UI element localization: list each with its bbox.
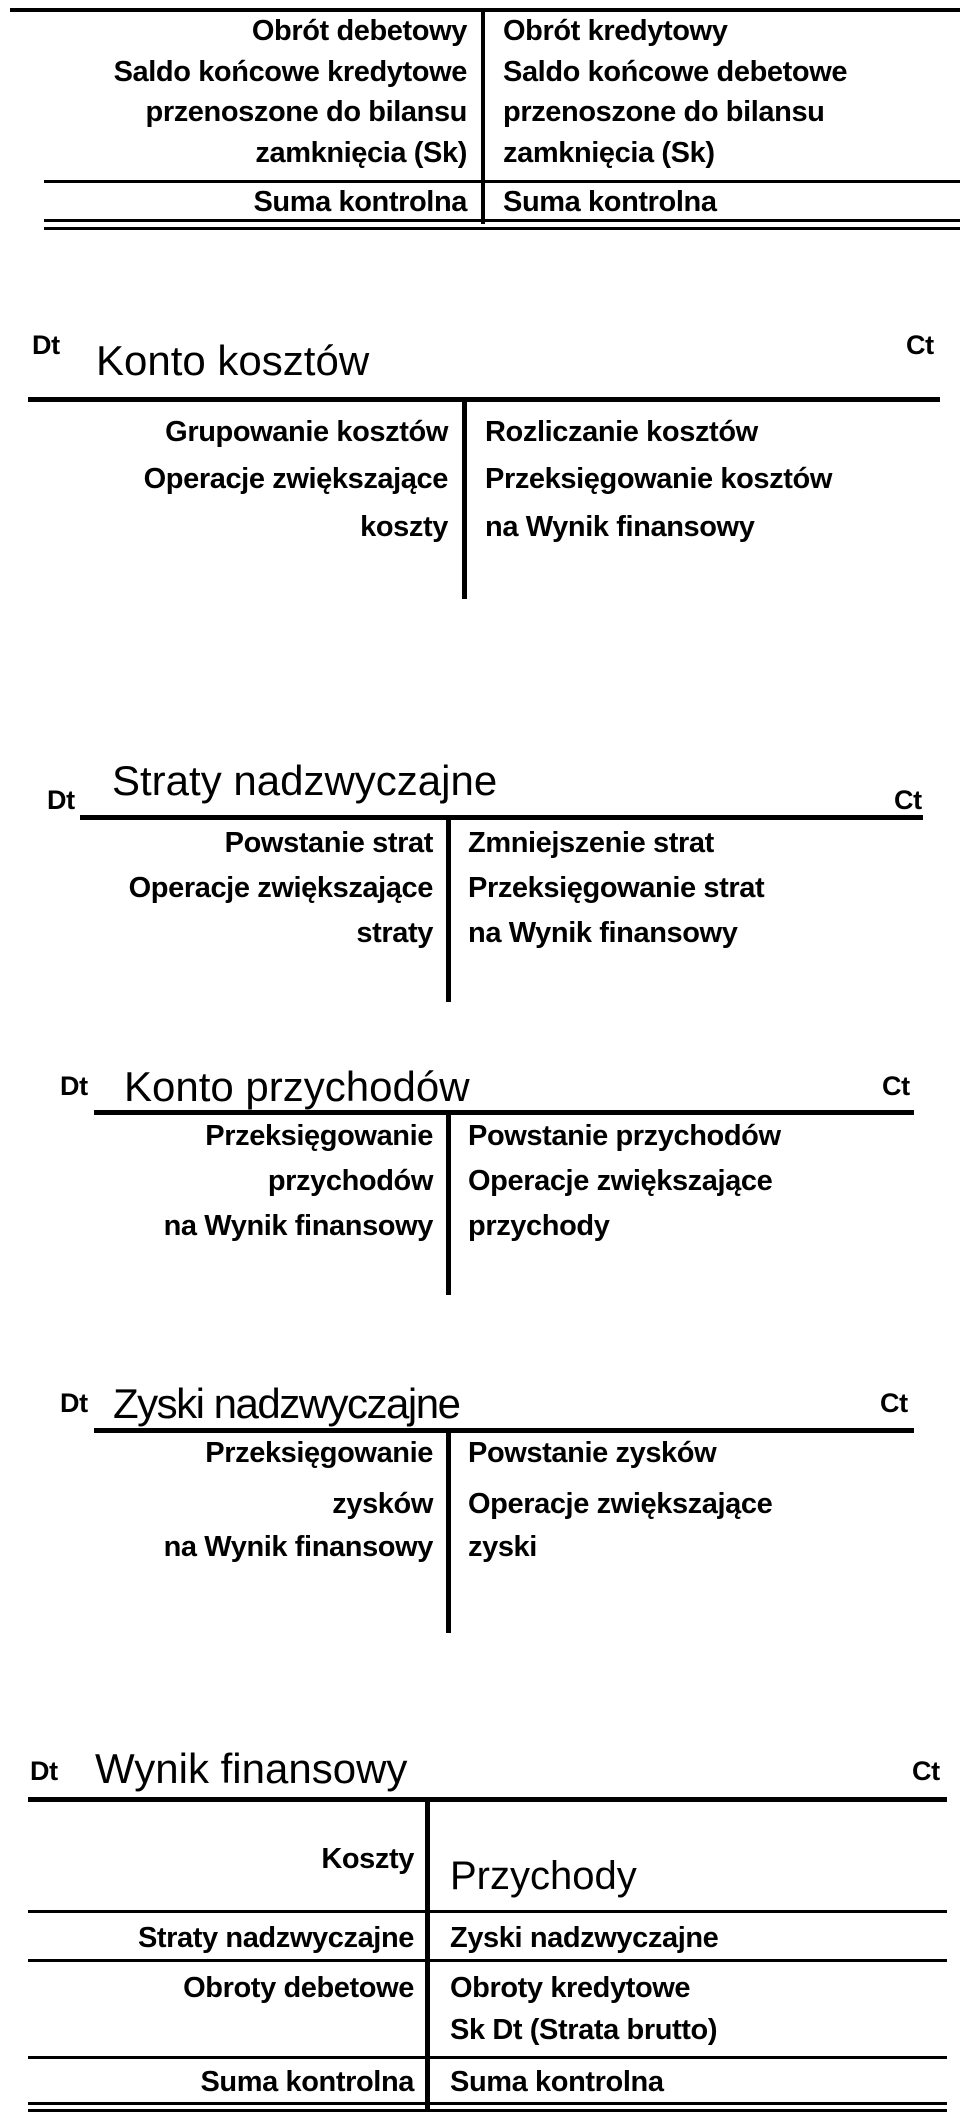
t-account-divider — [446, 1428, 451, 1633]
closing-balance-label: zamknięcia (Sk) — [255, 137, 467, 169]
credit-turnover-label: Obrót kredytowy — [503, 15, 728, 47]
gross-loss-label: Sk Dt (Strata brutto) — [450, 2014, 718, 2046]
control-sum-label: Suma kontrolna — [200, 2066, 414, 2098]
t-account-top-rule — [28, 397, 940, 402]
debit-marker: Dt — [60, 1071, 88, 1101]
total-rule — [44, 180, 960, 183]
debit-marker: Dt — [47, 785, 75, 815]
debit-marker: Dt — [32, 330, 60, 360]
credit-entry-label: Powstanie zysków — [468, 1437, 717, 1469]
account-title: Zyski nadzwyczajne — [113, 1380, 460, 1427]
credit-marker: Ct — [906, 330, 934, 360]
debit-entry-label: Operacje zwiększające — [143, 463, 448, 495]
debit-entry-label: na Wynik finansowy — [163, 1210, 433, 1242]
closing-balance-label: Saldo końcowe kredytowe — [113, 56, 467, 88]
section-rule — [28, 1910, 947, 1913]
costs-label: Koszty — [321, 1843, 414, 1875]
double-rule-top — [28, 2102, 947, 2105]
credit-entry-label: na Wynik finansowy — [468, 917, 738, 949]
debit-entry-label: przychodów — [267, 1165, 433, 1197]
debit-entry-label: koszty — [360, 511, 448, 543]
control-sum-label: Suma kontrolna — [253, 186, 467, 218]
control-sum-label: Suma kontrolna — [450, 2066, 664, 2098]
credit-entry-label: zyski — [468, 1531, 537, 1563]
credit-entry-label: przychody — [468, 1210, 610, 1242]
debit-entry-label: Przeksięgowanie — [205, 1120, 433, 1152]
credit-entry-label: Zmniejszenie strat — [468, 827, 714, 859]
t-account-top-rule — [94, 1110, 914, 1115]
losses-label: Straty nadzwyczajne — [137, 1922, 414, 1954]
closing-balance-label: zamknięcia (Sk) — [503, 137, 715, 169]
closing-balance-label: przenoszone do bilansu — [503, 96, 825, 128]
credit-entry-label: Przeksięgowanie kosztów — [485, 463, 832, 495]
credit-entry-label: Powstanie przychodów — [468, 1120, 781, 1152]
control-sum-label: Suma kontrolna — [503, 186, 717, 218]
debit-marker: Dt — [60, 1388, 88, 1418]
account-title: Konto przychodów — [124, 1063, 470, 1110]
account-title: Wynik finansowy — [95, 1745, 408, 1792]
closing-balance-label: przenoszone do bilansu — [145, 96, 467, 128]
debit-marker: Dt — [30, 1756, 58, 1786]
credit-marker: Ct — [912, 1756, 940, 1786]
total-rule — [28, 2056, 947, 2059]
debit-entry-label: na Wynik finansowy — [163, 1531, 433, 1563]
t-account-top-rule — [94, 1428, 914, 1433]
t-account-divider — [446, 1110, 451, 1295]
credit-marker: Ct — [882, 1071, 910, 1101]
section-rule — [28, 1959, 947, 1962]
credit-entry-label: Operacje zwiększające — [468, 1488, 773, 1520]
debit-entry-label: straty — [356, 917, 433, 949]
debit-entry-label: Operacje zwiększające — [128, 872, 433, 904]
debit-entry-label: Powstanie strat — [224, 827, 433, 859]
credit-entry-label: Operacje zwiększające — [468, 1165, 773, 1197]
debit-entry-label: Grupowanie kosztów — [165, 416, 448, 448]
debit-entry-label: Przeksięgowanie — [205, 1437, 433, 1469]
credit-entry-label: Rozliczanie kosztów — [485, 416, 758, 448]
debit-entry-label: zysków — [332, 1488, 433, 1520]
credit-marker: Ct — [880, 1388, 908, 1418]
t-account-top-rule — [80, 815, 923, 820]
closing-balance-label: Saldo końcowe debetowe — [503, 56, 848, 88]
gains-label: Zyski nadzwyczajne — [450, 1922, 719, 1954]
revenues-label: Przychody — [450, 1854, 637, 1898]
double-rule-bottom — [28, 2109, 947, 2112]
debit-turnover-label: Obrót debetowy — [251, 15, 467, 47]
double-rule-bottom — [44, 227, 960, 230]
t-account-divider — [446, 815, 451, 1002]
credit-entry-label: Przeksięgowanie strat — [468, 872, 765, 904]
t-account-divider — [425, 1797, 430, 2109]
account-title: Straty nadzwyczajne — [112, 757, 498, 804]
center-divider — [481, 8, 485, 224]
top-rule — [10, 8, 960, 12]
t-account-top-rule — [28, 1797, 947, 1802]
account-title: Konto kosztów — [96, 337, 370, 384]
credit-entry-label: na Wynik finansowy — [485, 511, 755, 543]
debit-turnover-label: Obroty debetowe — [183, 1972, 414, 2004]
credit-marker: Ct — [894, 785, 922, 815]
double-rule-top — [44, 219, 960, 222]
credit-turnover-label: Obroty kredytowe — [450, 1972, 691, 2004]
t-account-divider — [462, 397, 467, 599]
